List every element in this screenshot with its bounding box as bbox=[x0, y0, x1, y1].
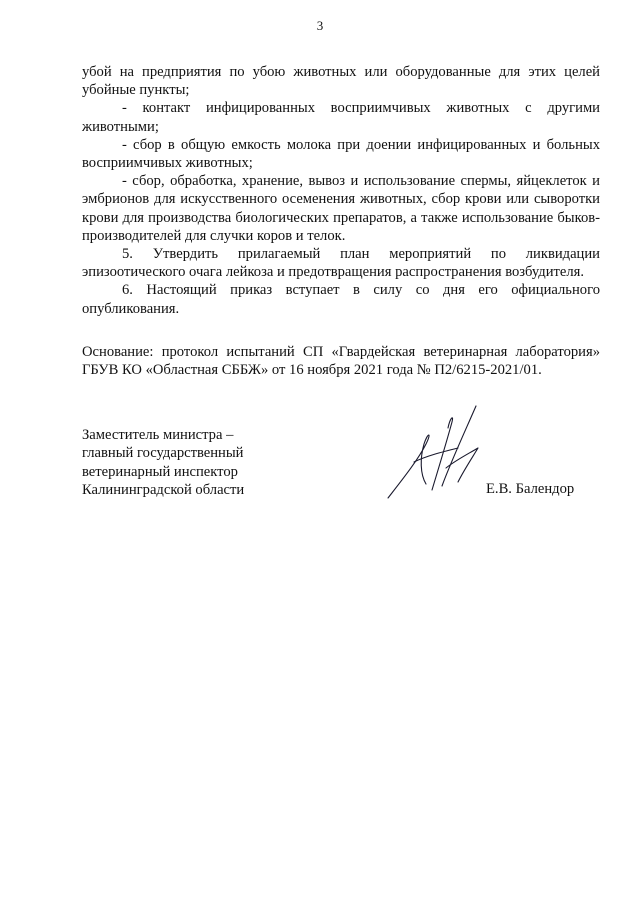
list-item-contact: - контакт инфицированных восприимчивых животных с другими животными; bbox=[82, 100, 600, 135]
signer-name: Е.В. Балендор bbox=[486, 481, 575, 497]
signer-title-line: Калининградской области bbox=[82, 482, 245, 499]
item-6-effective-date: 6. Настоящий приказ вступает в силу со дня его официального опубликования. bbox=[82, 282, 600, 317]
signer-title-line: главный государственный bbox=[82, 445, 244, 462]
signer-title bbox=[82, 426, 282, 500]
signer-title-line: ветеринарный инспектор bbox=[82, 463, 238, 480]
basis-paragraph: Основание: протокол испытаний СП «Гвардейская ветеринарная лаборатория» ГБУВ КО «Областная СББЖ» от 16 ноября 2021 года № П2/6215-2021/01. bbox=[82, 344, 600, 379]
item-5-approve-plan: 5. Утвердить прилагаемый план мероприятий по ликвидации эпизоотического очага лейкоза и предотвращения распространения возбудителя. bbox=[82, 246, 600, 281]
list-item-sperm: - сбор, обработка, хранение, вывоз и использование спермы, яйцеклеток и эмбрионов для искусственного осеменения животных, сбор крови или сыворотки крови для производства биологических препаратов, а также использование быков-производителей для случки коров и телок. bbox=[82, 173, 600, 244]
paragraph-continuation: убой на предприятия по убою животных или оборудованные для этих целей убойные пункты; bbox=[82, 64, 600, 99]
list-item-milk: - сбор в общую емкость молока при доении инфицированных и больных восприимчивых животных; bbox=[82, 136, 600, 172]
document-body bbox=[82, 63, 600, 318]
page-number: 3 bbox=[316, 18, 324, 33]
handwritten-signature bbox=[380, 398, 490, 513]
signer-title-line: Заместитель министра – bbox=[82, 427, 234, 443]
